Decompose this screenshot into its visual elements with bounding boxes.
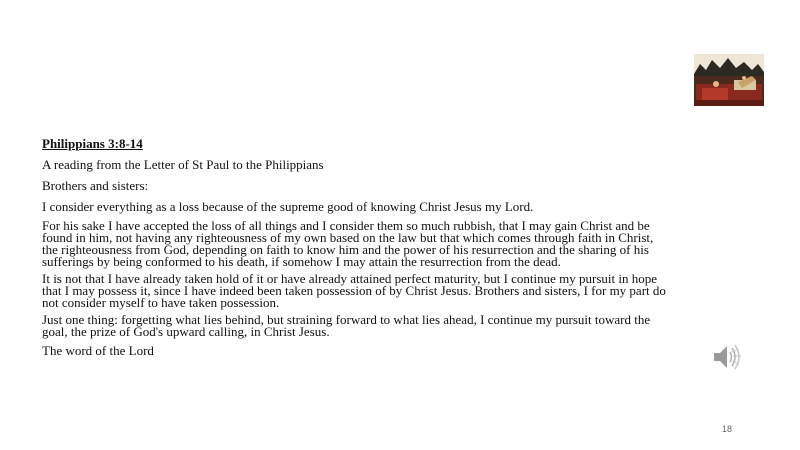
reading-title: Philippians 3:8-14 <box>42 136 143 151</box>
reading-paragraph: I consider everything as a loss because of the supreme good of knowing Christ Jesus my Lord. <box>42 199 534 214</box>
page-number: 18 <box>722 424 733 434</box>
reading-intro: A reading from the Letter of St Paul to the Philippians <box>42 157 324 172</box>
reading-paragraph: It is not that I have already taken hold of it or have already attained perfect maturity, but I continue my pursuit in hope that I may possess it, since I have indeed been taken possession of by Christ Jesus. Brothers and sisters, I for my part do not consider myself to have taken possession. <box>42 271 666 310</box>
reading-closing: The word of the Lord <box>42 343 154 358</box>
reading-text <box>42 136 672 364</box>
painting-thumbnail-icon <box>694 54 764 106</box>
reading-paragraph: Just one thing: forgetting what lies behind, but straining forward to what lies ahead, I continue my pursuit toward the goal, the prize of God's upward calling, in Christ Jesus. <box>42 312 651 339</box>
reading-greeting: Brothers and sisters: <box>42 178 149 193</box>
reading-paragraph: For his sake I have accepted the loss of all things and I consider them so much rubbish, that I may gain Christ and be found in him, not having any righteousness of my own based on the law but that which comes through faith in Christ, the righteousness from God, depending on faith to know him and the power of his resurrection and the sharing of his sufferings by being conformed to his death, if somehow I may attain the resurrection from the dead. <box>42 218 654 269</box>
speaker-icon[interactable] <box>712 342 744 372</box>
